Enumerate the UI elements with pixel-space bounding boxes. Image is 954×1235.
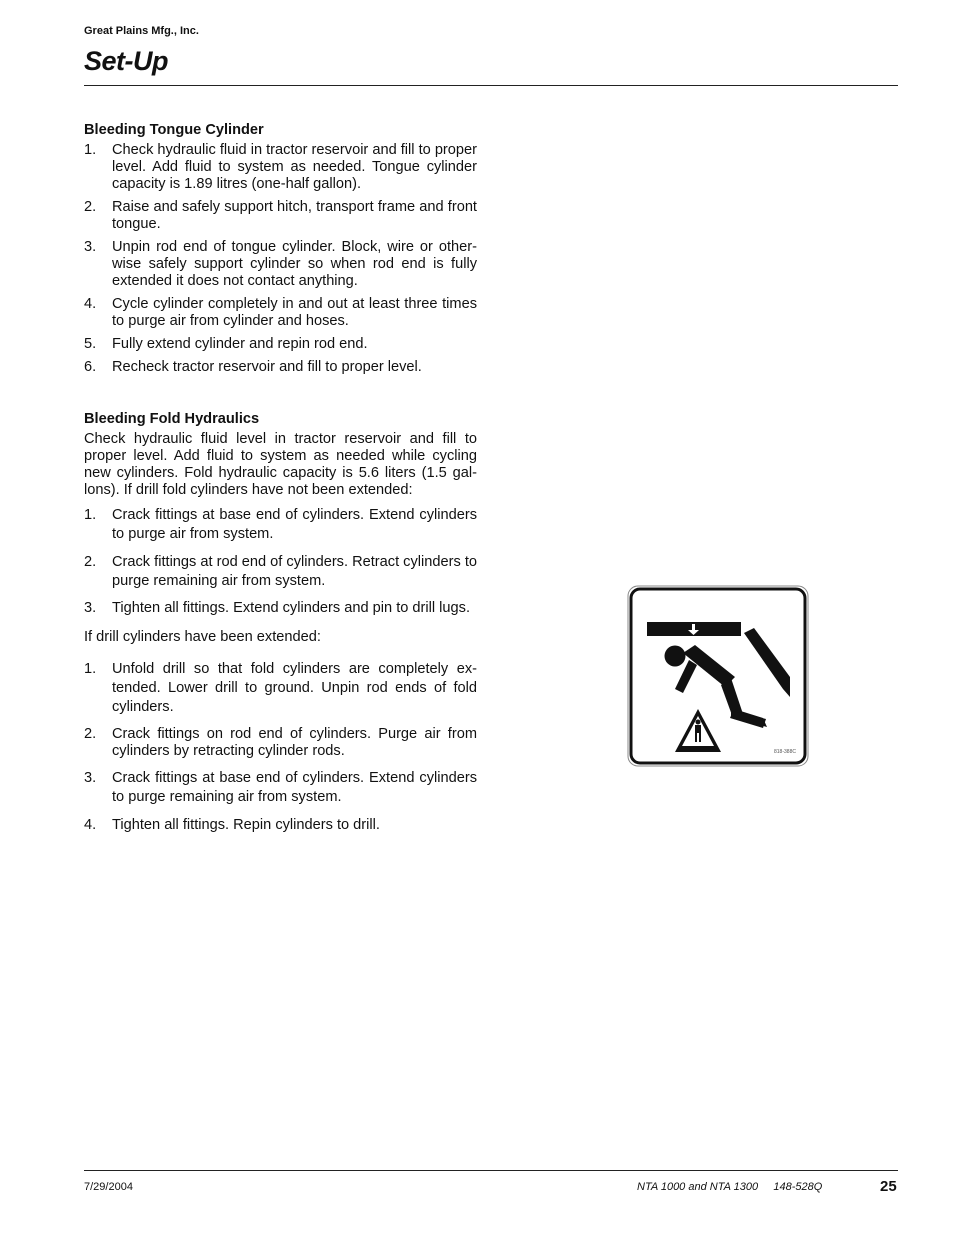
footer-date: 7/29/2004 <box>84 1181 133 1193</box>
step-text: Crack fittings at base end of cylinders. Extend cylinders to purge air from system. <box>112 507 477 542</box>
step-text: Crack fittings on rod end of cylinders. Purge air from cylinders by retracting cylinder rods. <box>112 726 477 759</box>
company-name: Great Plains Mfg., Inc. <box>84 25 199 37</box>
step-text: Raise and safely support hitch, transport frame and front tongue. <box>112 199 477 232</box>
step-text: Crack fittings at rod end of cylinders. Retract cylinders to purge remaining air from system. <box>112 554 477 589</box>
step-number: 4. <box>84 296 97 312</box>
fold-intro: Check hydraulic fluid level in tractor reservoir and fill to proper level. Add fluid to system as needed while cycling new cylinders. Fold hydraulic capacity is 5.6 liters (1.5 gallons). If drill fold cylinders have not been extended: <box>84 431 477 498</box>
step-number: 2. <box>84 726 97 742</box>
step-number: 3. <box>84 600 97 616</box>
section-title: Set-Up <box>84 46 168 76</box>
step-number: 3. <box>84 239 97 255</box>
list-item <box>84 506 477 544</box>
fold-steps-b <box>84 660 477 835</box>
list-item <box>84 726 477 760</box>
step-number: 1. <box>84 661 97 677</box>
fold-mid: If drill cylinders have been extended: <box>84 629 321 645</box>
list-item <box>84 816 477 835</box>
step-number: 1. <box>84 142 97 158</box>
list-item <box>84 199 477 233</box>
step-text: Fully extend cylinder and repin rod end. <box>112 336 368 352</box>
tongue-heading: Bleeding Tongue Cylinder <box>84 122 264 138</box>
step-text: Recheck tractor reservoir and fill to proper level. <box>112 359 422 375</box>
fold-heading: Bleeding Fold Hydraulics <box>84 411 260 427</box>
step-text: Tighten all fittings. Repin cylinders to drill. <box>112 817 380 833</box>
list-item <box>84 600 477 617</box>
step-number: 2. <box>84 554 97 570</box>
step-number: 3. <box>84 770 97 786</box>
step-number: 4. <box>84 817 97 833</box>
list-item <box>84 359 477 376</box>
list-item <box>84 296 477 330</box>
tongue-section <box>84 122 477 382</box>
footer-rule <box>84 1170 898 1171</box>
step-text: Cycle cylinder completely in and out at least three times to purge air from cylinder and hoses. <box>112 296 477 329</box>
list-item <box>84 239 477 290</box>
page-number: 25 <box>880 1178 897 1195</box>
footer-document-id: NTA 1000 and NTA 1300 148-528Q <box>637 1181 823 1193</box>
step-number: 5. <box>84 336 97 352</box>
step-number: 1. <box>84 507 97 523</box>
list-item <box>84 336 477 353</box>
list-item <box>84 660 477 717</box>
list-item <box>84 142 477 193</box>
decal-code: 818-388C <box>774 749 796 755</box>
step-text: Unpin rod end of tongue cylinder. Block, wire or otherwise safely support cylinder so when rod end is fully extended it does not contact anything. <box>112 239 477 289</box>
crush-hazard-warning-icon <box>627 585 809 767</box>
list-item <box>84 553 477 591</box>
fold-section <box>84 411 477 844</box>
tongue-steps <box>84 142 477 376</box>
header-rule <box>84 85 898 86</box>
step-text: Tighten all fittings. Extend cylinders and pin to drill lugs. <box>112 600 471 616</box>
step-text: Check hydraulic fluid in tractor reservoir and fill to proper level. Add fluid to system as needed. Tongue cylinder capacity is 1.89 litres (one-half gallon). <box>112 142 478 192</box>
step-number: 6. <box>84 359 97 375</box>
step-text: Crack fittings at base end of cylinders. Extend cylinders to purge remaining air from system. <box>112 770 477 805</box>
fold-steps-a <box>84 506 477 617</box>
list-item <box>84 769 477 807</box>
step-text: Unfold drill so that fold cylinders are completely extended. Lower drill to ground. Unpin rod ends of fold cylinders. <box>112 661 477 715</box>
step-number: 2. <box>84 199 97 215</box>
